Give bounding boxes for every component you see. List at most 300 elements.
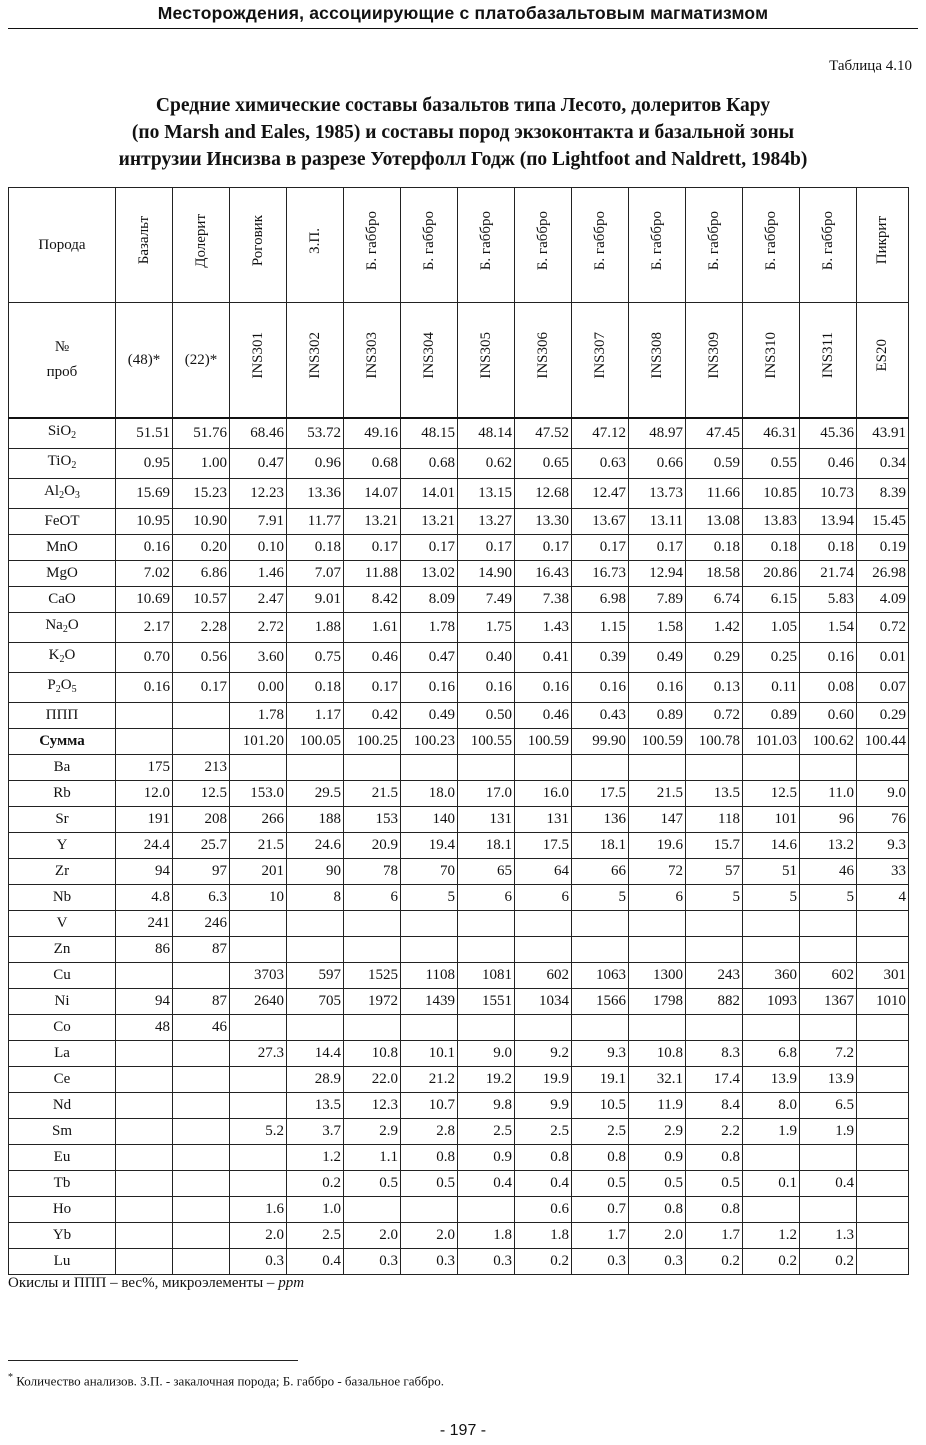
row-label-text: Co (53, 1019, 71, 1035)
sample-text: INS306 (534, 332, 551, 379)
table-row (9, 673, 909, 703)
table-cell: 0.5 (401, 1171, 458, 1197)
table-cell: 0.75 (287, 643, 344, 673)
table-cell: 13.2 (800, 833, 857, 859)
table-cell: 13.5 (686, 781, 743, 807)
table-cell (857, 1223, 909, 1249)
table-cell (173, 729, 230, 755)
table-cell: 0.9 (629, 1145, 686, 1171)
table-cell: 21.2 (401, 1067, 458, 1093)
table-cell: 0.17 (458, 535, 515, 561)
table-cell: 10.73 (800, 479, 857, 509)
table-cell: 10.90 (173, 509, 230, 535)
table-cell (572, 755, 629, 781)
sample-header (173, 303, 230, 419)
table-cell (686, 911, 743, 937)
row-label-text: Rb (53, 785, 71, 801)
table-cell: 1.0 (287, 1197, 344, 1223)
table-cell: 15.69 (116, 479, 173, 509)
header-row-rock (9, 188, 909, 303)
table-row (9, 1171, 909, 1197)
table-cell: 0.66 (629, 449, 686, 479)
sample-label-line: № (54, 339, 70, 355)
table-cell: 147 (629, 807, 686, 833)
table-cell (686, 1015, 743, 1041)
table-row (9, 1041, 909, 1067)
table-title-line: интрузии Инсизва в разрезе Уотерфолл Годж (по Lightfoot and Naldrett, 1984b) (118, 149, 808, 170)
table-cell: 1.17 (287, 703, 344, 729)
table-cell: 17.5 (515, 833, 572, 859)
row-label-text: MnO (46, 539, 78, 555)
table-cell (344, 1197, 401, 1223)
table-cell: 1439 (401, 989, 458, 1015)
table-cell (230, 1093, 287, 1119)
table-cell (458, 1015, 515, 1041)
table-cell: 0.2 (287, 1171, 344, 1197)
table-cell: 1.3 (800, 1223, 857, 1249)
row-label (9, 729, 116, 755)
table-cell: 87 (173, 937, 230, 963)
table-cell: 86 (116, 937, 173, 963)
table-cell: 9.9 (515, 1093, 572, 1119)
table-cell (857, 1145, 909, 1171)
sample-header (515, 303, 572, 419)
sample-header (344, 303, 401, 419)
table-cell: 5 (743, 885, 800, 911)
table-cell: 2.5 (458, 1119, 515, 1145)
row-label (9, 1119, 116, 1145)
table-cell: 12.94 (629, 561, 686, 587)
table-cell: 0.18 (287, 673, 344, 703)
table-cell: 0.13 (686, 673, 743, 703)
table-cell (173, 1145, 230, 1171)
table-cell: 51.51 (116, 418, 173, 449)
table-cell: 0.68 (344, 449, 401, 479)
table-cell: 0.18 (743, 535, 800, 561)
row-label (9, 833, 116, 859)
table-cell: 2.17 (116, 613, 173, 643)
table-row (9, 703, 909, 729)
table-cell: 0.63 (572, 449, 629, 479)
rock-type-text: Долерит (192, 213, 209, 268)
table-cell: 100.78 (686, 729, 743, 755)
table-cell: 100.23 (401, 729, 458, 755)
row-label (9, 703, 116, 729)
table-cell: 7.89 (629, 587, 686, 613)
row-label-subscript: 2 (55, 684, 61, 695)
table-cell: 4 (857, 885, 909, 911)
table-cell: 51 (743, 859, 800, 885)
table-row (9, 729, 909, 755)
table-cell: 0.17 (515, 535, 572, 561)
table-cell: 48.15 (401, 418, 458, 449)
footnote (8, 1372, 444, 1389)
table-cell: 5 (572, 885, 629, 911)
table-cell: 76 (857, 807, 909, 833)
rock-type-text: Б. габбро (762, 210, 779, 271)
table-cell: 0.16 (116, 535, 173, 561)
table-cell (800, 1145, 857, 1171)
table-cell (116, 963, 173, 989)
table-cell: 2.5 (572, 1119, 629, 1145)
table-cell: 2.8 (401, 1119, 458, 1145)
row-label-text: V (56, 915, 68, 931)
table-cell: 0.60 (800, 703, 857, 729)
table-cell (800, 937, 857, 963)
row-label-text: Na (45, 617, 63, 633)
table-cell (173, 1093, 230, 1119)
table-cell: 0.10 (230, 535, 287, 561)
table-cell: 0.8 (686, 1145, 743, 1171)
table-cell: 1010 (857, 989, 909, 1015)
table-cell (401, 1015, 458, 1041)
table-cell: 213 (173, 755, 230, 781)
row-label (9, 1171, 116, 1197)
table-row (9, 1223, 909, 1249)
table-cell: 8.4 (686, 1093, 743, 1119)
table-cell: 6.15 (743, 587, 800, 613)
table-cell: 2.47 (230, 587, 287, 613)
table-cell: 14.07 (344, 479, 401, 509)
table-cell (515, 937, 572, 963)
table-cell: 22.0 (344, 1067, 401, 1093)
rock-type-header (800, 188, 857, 303)
table-cell: 1.8 (515, 1223, 572, 1249)
table-cell: 101.03 (743, 729, 800, 755)
sample-text: INS301 (249, 332, 266, 379)
table-cell (857, 937, 909, 963)
table-cell: 191 (116, 807, 173, 833)
table-cell: 10.95 (116, 509, 173, 535)
table-cell: 9.3 (572, 1041, 629, 1067)
table-cell: 5.83 (800, 587, 857, 613)
table-cell: 1.2 (743, 1223, 800, 1249)
row-label-text: Tb (53, 1175, 71, 1191)
table-row (9, 479, 909, 509)
rock-type-header (116, 188, 173, 303)
table-row (9, 449, 909, 479)
table-row (9, 911, 909, 937)
table-cell: 1093 (743, 989, 800, 1015)
table-cell: 0.20 (173, 535, 230, 561)
table-cell: 0.68 (401, 449, 458, 479)
table-cell: 1.54 (800, 613, 857, 643)
table-cell: 2640 (230, 989, 287, 1015)
table-row (9, 989, 909, 1015)
rock-type-text: Б. габбро (477, 210, 494, 271)
table-cell: 14.90 (458, 561, 515, 587)
table-cell: 0.46 (515, 703, 572, 729)
table-cell: 1.42 (686, 613, 743, 643)
table-cell: 101 (743, 807, 800, 833)
table-cell: 0.95 (116, 449, 173, 479)
row-label-text: Zn (53, 941, 71, 957)
table-cell: 21.5 (344, 781, 401, 807)
rock-type-text: Б. габбро (705, 210, 722, 271)
table-cell: 13.94 (800, 509, 857, 535)
row-label (9, 1223, 116, 1249)
table-cell: 2.72 (230, 613, 287, 643)
table-cell (116, 703, 173, 729)
table-cell: 131 (515, 807, 572, 833)
table-cell (116, 1171, 173, 1197)
table-cell (629, 1015, 686, 1041)
table-cell: 0.17 (629, 535, 686, 561)
row-label-subscript: 3 (74, 490, 80, 501)
table-cell: 7.07 (287, 561, 344, 587)
table-cell: 0.8 (572, 1145, 629, 1171)
table-cell: 19.1 (572, 1067, 629, 1093)
row-label-text: Cu (53, 967, 71, 983)
table-cell (857, 1041, 909, 1067)
sample-label (9, 303, 116, 419)
table-cell: 0.49 (401, 703, 458, 729)
row-label-text: Yb (52, 1227, 72, 1243)
table-cell: 13.5 (287, 1093, 344, 1119)
table-cell: 19.2 (458, 1067, 515, 1093)
sample-text: INS311 (819, 332, 836, 379)
table-cell: 1525 (344, 963, 401, 989)
table-cell: 48.14 (458, 418, 515, 449)
table-cell: 1566 (572, 989, 629, 1015)
table-cell: 266 (230, 807, 287, 833)
table-cell (287, 937, 344, 963)
table-cell: 47.45 (686, 418, 743, 449)
table-cell: 208 (173, 807, 230, 833)
table-cell: 2.0 (230, 1223, 287, 1249)
sample-text: (22)* (184, 351, 218, 368)
table-cell: 7.02 (116, 561, 173, 587)
row-label (9, 859, 116, 885)
row-label-subscript: 2 (59, 654, 65, 665)
table-cell (230, 1145, 287, 1171)
row-label-text: Ba (53, 759, 71, 775)
table-cell: 0.56 (173, 643, 230, 673)
table-cell: 1972 (344, 989, 401, 1015)
table-cell: 97 (173, 859, 230, 885)
row-label-text: Nb (52, 889, 72, 905)
table-cell: 10.8 (344, 1041, 401, 1067)
rock-type-header (230, 188, 287, 303)
table-cell: 201 (230, 859, 287, 885)
table-cell: 153 (344, 807, 401, 833)
table-row (9, 1119, 909, 1145)
table-cell: 13.02 (401, 561, 458, 587)
table-cell: 136 (572, 807, 629, 833)
table-cell: 12.5 (173, 781, 230, 807)
table-cell: 0.16 (515, 673, 572, 703)
table-cell: 246 (173, 911, 230, 937)
table-cell: 0.41 (515, 643, 572, 673)
table-cell: 0.5 (572, 1171, 629, 1197)
table-cell: 2.28 (173, 613, 230, 643)
table-cell: 2.5 (515, 1119, 572, 1145)
table-cell (230, 937, 287, 963)
table-cell: 70 (401, 859, 458, 885)
table-cell: 19.9 (515, 1067, 572, 1093)
table-cell: 2.9 (344, 1119, 401, 1145)
sample-text: INS310 (762, 332, 779, 379)
table-cell: 0.18 (686, 535, 743, 561)
table-cell (686, 937, 743, 963)
table-cell (800, 1197, 857, 1223)
table-cell: 360 (743, 963, 800, 989)
table-cell: 53.72 (287, 418, 344, 449)
table-cell (743, 911, 800, 937)
table-cell (629, 755, 686, 781)
table-cell: 0.8 (629, 1197, 686, 1223)
table-cell: 0.4 (458, 1171, 515, 1197)
row-label (9, 911, 116, 937)
table-cell (116, 1223, 173, 1249)
table-cell (857, 1197, 909, 1223)
table-cell: 0.4 (287, 1249, 344, 1275)
row-label (9, 509, 116, 535)
table-cell: 17.5 (572, 781, 629, 807)
table-cell: 0.65 (515, 449, 572, 479)
table-cell: 0.18 (287, 535, 344, 561)
page-number: - 197 - (439, 1422, 487, 1439)
table-cell (230, 911, 287, 937)
row-label (9, 781, 116, 807)
table-cell: 17.4 (686, 1067, 743, 1093)
table-cell: 1.78 (401, 613, 458, 643)
table-cell (857, 1093, 909, 1119)
table-cell: 1.2 (287, 1145, 344, 1171)
table-number: Таблица 4.10 (829, 58, 912, 74)
row-label-text: O (64, 647, 76, 663)
table-cell: 0.96 (287, 449, 344, 479)
table-cell (743, 937, 800, 963)
table-cell: 6.74 (686, 587, 743, 613)
row-label-text: ППП (45, 707, 79, 723)
table-cell: 0.18 (800, 535, 857, 561)
table-cell: 12.68 (515, 479, 572, 509)
row-label (9, 587, 116, 613)
table-row (9, 755, 909, 781)
table-cell: 10.57 (173, 587, 230, 613)
table-cell: 8.42 (344, 587, 401, 613)
row-label (9, 479, 116, 509)
table-cell (458, 911, 515, 937)
table-cell: 1367 (800, 989, 857, 1015)
row-label-text: K (48, 647, 60, 663)
table-cell: 0.17 (344, 535, 401, 561)
table-cell: 6 (515, 885, 572, 911)
table-cell: 0.39 (572, 643, 629, 673)
table-cell (515, 755, 572, 781)
table-cell (857, 1119, 909, 1145)
sample-header (857, 303, 909, 419)
table-cell: 15.45 (857, 509, 909, 535)
table-cell: 13.83 (743, 509, 800, 535)
table-cell (401, 755, 458, 781)
row-label (9, 1041, 116, 1067)
rock-type-text: Б. габбро (591, 210, 608, 271)
units-note-text: Окислы и ППП – вес%, микроэлементы – (8, 1275, 279, 1291)
sample-label-line: проб (46, 364, 78, 380)
table-cell: 9.0 (857, 781, 909, 807)
rock-type-text: Б. габбро (420, 210, 437, 271)
row-label-text: Nd (52, 1097, 72, 1113)
sample-text: ES20 (874, 339, 890, 372)
table-cell: 1.6 (230, 1197, 287, 1223)
table-cell: 0.2 (800, 1249, 857, 1275)
table-cell: 1798 (629, 989, 686, 1015)
table-cell (116, 1041, 173, 1067)
table-row (9, 613, 909, 643)
table-cell: 15.23 (173, 479, 230, 509)
table-cell (743, 1145, 800, 1171)
table-cell: 16.43 (515, 561, 572, 587)
table-cell: 1063 (572, 963, 629, 989)
table-cell: 1.9 (743, 1119, 800, 1145)
table-cell (629, 911, 686, 937)
table-cell (287, 911, 344, 937)
row-label-text: Eu (53, 1149, 71, 1165)
table-cell: 6 (344, 885, 401, 911)
rock-type-header (686, 188, 743, 303)
sample-header (230, 303, 287, 419)
table-cell: 3703 (230, 963, 287, 989)
table-cell (572, 911, 629, 937)
header-row-sample (9, 303, 909, 419)
table-cell: 6 (629, 885, 686, 911)
row-label (9, 989, 116, 1015)
table-cell: 101.20 (230, 729, 287, 755)
table-cell: 68.46 (230, 418, 287, 449)
row-label (9, 807, 116, 833)
table-cell: 0.4 (800, 1171, 857, 1197)
row-label (9, 613, 116, 643)
table-cell (743, 1015, 800, 1041)
table-cell: 0.3 (230, 1249, 287, 1275)
table-cell: 882 (686, 989, 743, 1015)
row-label (9, 1145, 116, 1171)
table-cell (401, 937, 458, 963)
table-row (9, 1015, 909, 1041)
table-title (0, 92, 926, 173)
table-cell: 65 (458, 859, 515, 885)
table-cell: 0.72 (686, 703, 743, 729)
table-cell: 0.40 (458, 643, 515, 673)
table-cell (857, 911, 909, 937)
rock-type-header (572, 188, 629, 303)
table-cell: 0.16 (572, 673, 629, 703)
table-cell: 10.8 (629, 1041, 686, 1067)
table-cell: 1.8 (458, 1223, 515, 1249)
sample-header (686, 303, 743, 419)
table-cell (116, 729, 173, 755)
table-cell: 0.5 (344, 1171, 401, 1197)
table-cell: 13.36 (287, 479, 344, 509)
table-cell (458, 937, 515, 963)
table-cell: 705 (287, 989, 344, 1015)
row-label-text: TiO (47, 453, 72, 469)
table-cell: 12.3 (344, 1093, 401, 1119)
table-cell: 0.46 (800, 449, 857, 479)
table-cell: 78 (344, 859, 401, 885)
table-cell (686, 755, 743, 781)
table-cell (116, 1067, 173, 1093)
table-cell (173, 1223, 230, 1249)
table-cell: 10 (230, 885, 287, 911)
table-cell (173, 703, 230, 729)
table-cell: 12.0 (116, 781, 173, 807)
table-cell: 1.15 (572, 613, 629, 643)
table-cell: 14.6 (743, 833, 800, 859)
table-cell: 0.16 (629, 673, 686, 703)
